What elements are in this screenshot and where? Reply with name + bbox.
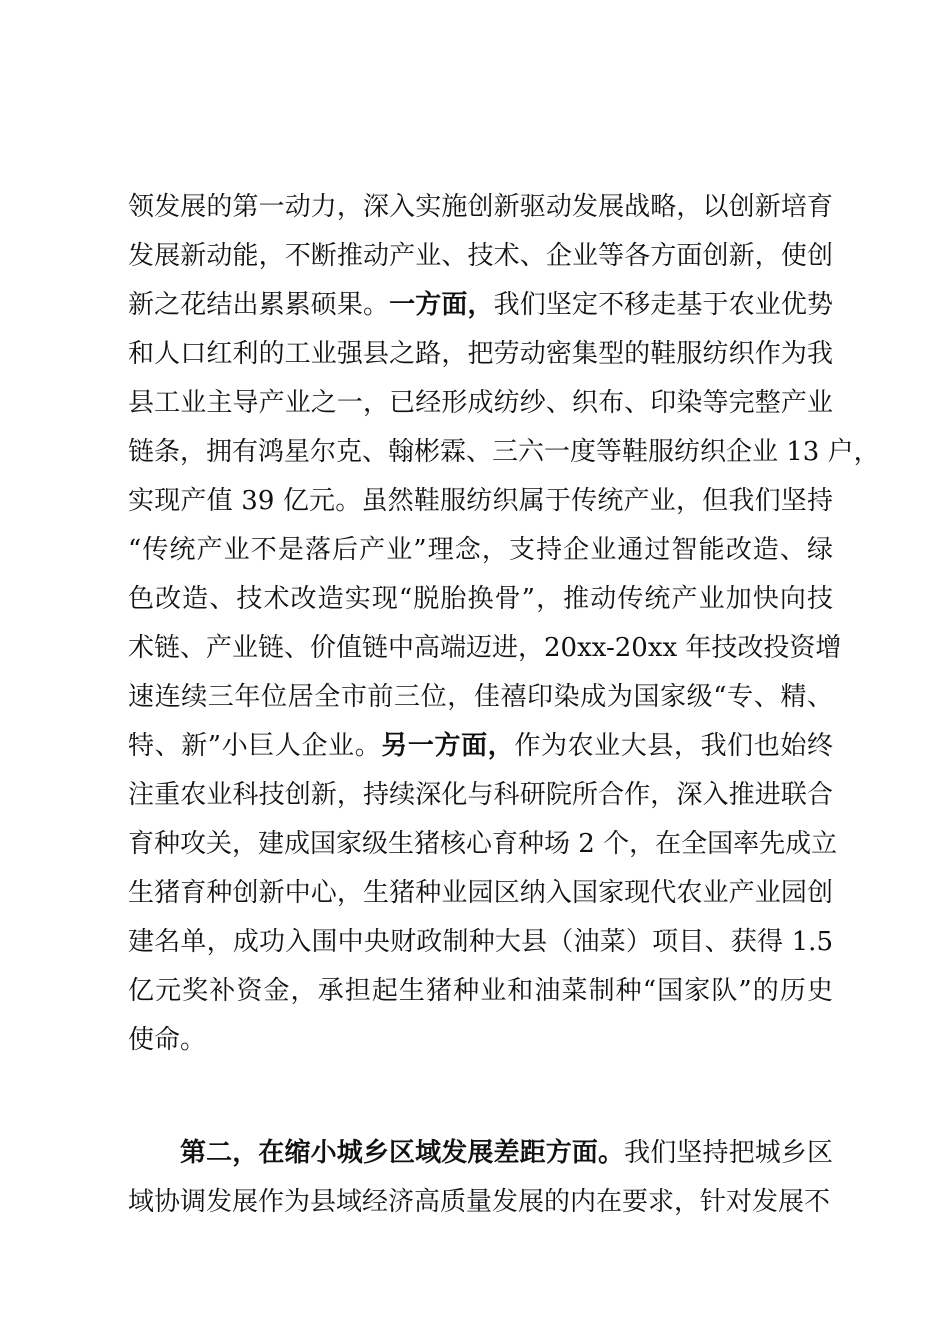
paragraph-urban-rural: [128, 1129, 833, 1227]
text-line: [128, 1129, 833, 1178]
text-run: 链条，拥有鸿星尔克、翰彬霖、三六一度等鞋服纺织企业 13 户，: [128, 437, 880, 467]
text-run: 色改造、技术改造实现“脱胎换骨”，推动传统产业加快向技: [128, 584, 833, 614]
bold-text-run: 第二，在缩小城乡区域发展差距方面。: [180, 1138, 625, 1168]
text-run: 特、新”小巨人企业。: [128, 731, 382, 761]
text-run: 速连续三年位居全市前三位，佳禧印染成为国家级“专、精、: [128, 682, 833, 712]
text-line: [128, 183, 833, 232]
text-line: [128, 624, 842, 673]
text-line: [128, 477, 833, 526]
text-line: [128, 232, 833, 281]
text-line: [128, 918, 833, 967]
text-line: [128, 722, 833, 771]
text-run: 注重农业科技创新，持续深化与科研院所合作，深入推进联合: [128, 780, 833, 810]
text-run: “传统产业不是落后产业”理念，支持企业通过智能改造、绿: [128, 535, 833, 565]
bold-text-run: 一方面，: [389, 290, 494, 320]
text-run: 作为农业大县，我们也始终: [514, 731, 833, 761]
text-run: 实现产值 39 亿元。虽然鞋服纺织属于传统产业，但我们坚持: [128, 486, 833, 516]
text-run: 发展新动能，不断推动产业、技术、企业等各方面创新，使创: [128, 241, 833, 271]
text-run: 县工业主导产业之一，已经形成纺纱、织布、印染等完整产业: [128, 388, 833, 418]
paragraph-innovation: [128, 183, 880, 1065]
text-line: [128, 1016, 833, 1065]
text-line: [128, 869, 833, 918]
text-run: 育种攻关，建成国家级生猪核心育种场 2 个，在全国率先成立: [128, 829, 838, 859]
text-line: [128, 1178, 833, 1227]
text-run: 生猪育种创新中心，生猪种业园区纳入国家现代农业产业园创: [128, 878, 833, 908]
text-line: [128, 771, 833, 820]
text-run: 领发展的第一动力，深入实施创新驱动发展战略，以创新培育: [128, 192, 833, 222]
text-line: [128, 330, 833, 379]
text-run: 建名单，成功入围中央财政制种大县（油菜）项目、获得 1.5: [128, 927, 833, 957]
text-line: [128, 967, 833, 1016]
paragraph-gap: [128, 1065, 833, 1129]
document-page: [128, 183, 880, 1227]
bold-text-run: 另一方面，: [381, 731, 515, 761]
text-line: [128, 379, 833, 428]
text-run: 域协调发展作为县域经济高质量发展的内在要求，针对发展不: [128, 1187, 831, 1217]
text-line: [128, 820, 838, 869]
text-run: 术链、产业链、价值链中高端迈进，20xx-20xx 年技改投资增: [128, 633, 842, 663]
text-line: [128, 281, 833, 330]
text-line: [128, 575, 833, 624]
text-run: 新之花结出累累硕果。: [128, 290, 390, 320]
text-line: [128, 526, 833, 575]
text-run: 和人口红利的工业强县之路，把劳动密集型的鞋服纺织作为我: [128, 339, 833, 369]
text-run: 亿元奖补资金，承担起生猪种业和油菜制种“国家队”的历史: [128, 976, 833, 1006]
text-run: 我们坚持把城乡区: [624, 1138, 833, 1168]
text-run: 我们坚定不移走基于农业优势: [493, 290, 833, 320]
text-line: [128, 673, 833, 722]
text-line: [128, 428, 880, 477]
text-run: 使命。: [128, 1025, 207, 1055]
